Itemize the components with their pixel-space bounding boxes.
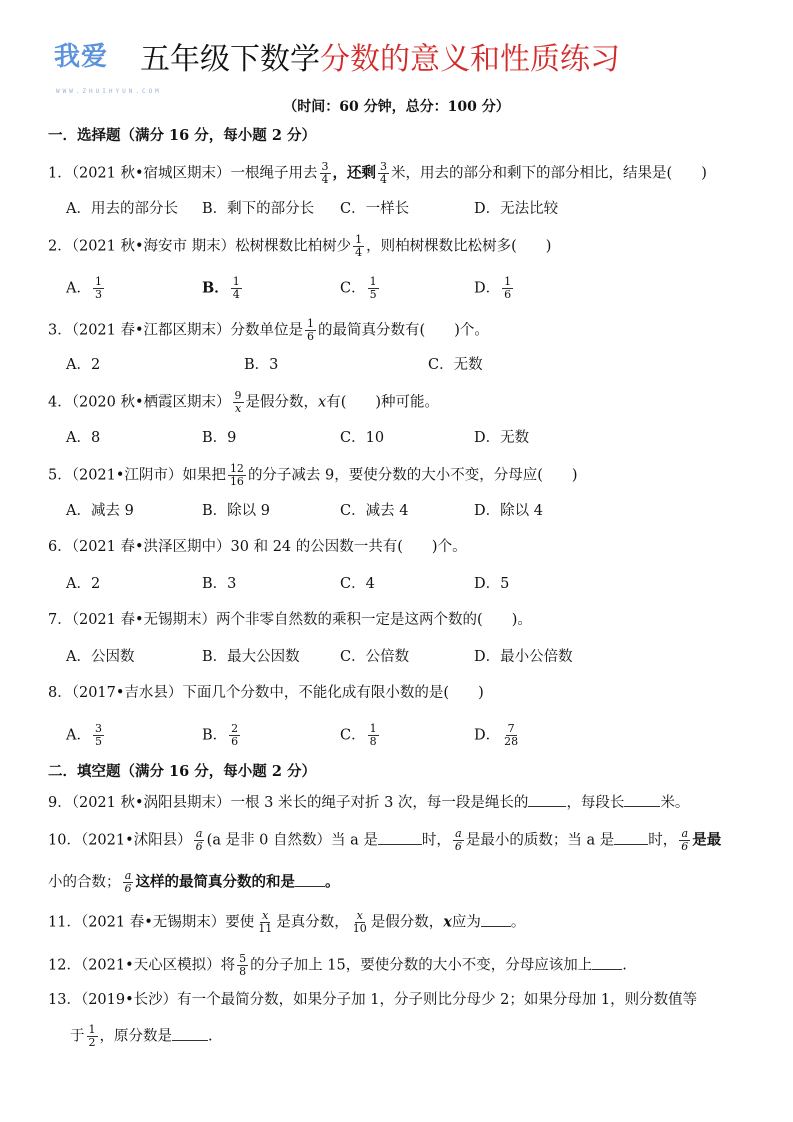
- q5-option-d: D．除以 4: [474, 503, 543, 519]
- q6-option-a: A．2: [66, 576, 101, 592]
- q1-option-c: C．一样长: [340, 201, 410, 217]
- section-heading-choice: 一．选择题（满分 16 分，每小题 2 分）: [48, 127, 316, 144]
- question-13-line-2: 于 $\frac{1}{2}$ ，原分数是 .: [70, 1023, 213, 1049]
- question-6: 6．（2021 春•洪泽区期中）30 和 24 的公因数一共有( )个。: [48, 539, 467, 555]
- q7-option-a: A．公因数: [66, 649, 135, 665]
- fraction: $\frac{1}{4}$: [355, 233, 363, 259]
- q3-option-b: B．3: [244, 357, 279, 373]
- q2-option-a: A． $\frac{1}{3}$: [66, 275, 102, 301]
- q6-option-c: C．4: [340, 576, 375, 592]
- question-11: 11．（2021 春•无锡期末）要使 $\frac{x}{11}$ 是真分数， $\frac{x}{10}$ 是假分数，x应为 。: [48, 909, 526, 935]
- answer-blank[interactable]: [295, 872, 325, 887]
- q7-option-d: D．最小公倍数: [474, 649, 573, 665]
- answer-blank[interactable]: [624, 792, 660, 807]
- q7-option-c: C．公倍数: [340, 649, 410, 665]
- fraction: $\frac{3}{4}$: [380, 160, 388, 186]
- watermark-logo: 我爱: [54, 42, 109, 72]
- fraction: $\frac{a}{6}$: [454, 827, 462, 853]
- fraction: $\frac{5}{8}$: [239, 952, 247, 978]
- q3-option-c: C．无数: [428, 357, 483, 373]
- q2-option-b: B． $\frac{1}{4}$: [202, 275, 240, 301]
- answer-blank[interactable]: [614, 830, 648, 845]
- question-13: 13．（2019•长沙）有一个最简分数，如果分子加 1，分子则比分母少 2；如果分母加 1，则分数值等: [48, 992, 698, 1008]
- q4-option-c: C．10: [340, 430, 385, 446]
- page-title: [140, 34, 620, 78]
- q5-option-c: C．减去 4: [340, 503, 409, 519]
- q5-option-a: A．减去 9: [66, 503, 134, 519]
- fraction: $\frac{1}{6}$: [307, 317, 315, 343]
- fraction: $\frac{a}{6}$: [681, 827, 689, 853]
- fraction: $\frac{3}{4}$: [321, 160, 329, 186]
- q6-option-d: D．5: [474, 576, 510, 592]
- fraction: $\frac{12}{16}$: [229, 462, 244, 488]
- q8-option-d: D． $\frac{7}{28}$: [474, 722, 519, 748]
- subtitle: （时间：60 分钟，总分：100 分）: [283, 99, 510, 115]
- q6-option-b: B．3: [202, 576, 237, 592]
- fraction: $\frac{x}{11}$: [258, 909, 273, 935]
- section-heading-fill: 二．填空题（满分 16 分，每小题 2 分）: [48, 763, 316, 780]
- q1-option-d: D．无法比较: [474, 201, 559, 217]
- title-black: 五年级下数学: [140, 42, 320, 77]
- q4-option-a: A．8: [66, 430, 101, 446]
- fraction: $\frac{1}{2}$: [88, 1023, 96, 1049]
- q4-option-d: D．无数: [474, 430, 530, 446]
- q2-option-c: C． $\frac{1}{5}$: [340, 275, 377, 301]
- question-9: 9．（2021 秋•涡阳县期末）一根 3 米长的绳子对折 3 次，每一段是绳长的 ，每段长 米。: [48, 792, 689, 813]
- question-3: 3．（2021 春•江都区期末）分数单位是 $\frac{1}{6}$ 的最简真分数有( )个。: [48, 317, 489, 343]
- title-red: 分数的意义和性质练习: [320, 42, 620, 77]
- question-4: 4．（2020 秋•栖霞区期末） $\frac{9}{x}$ 是假分数，x有( )种可能。: [48, 389, 440, 415]
- q7-option-b: B．最大公因数: [202, 649, 300, 665]
- question-5: 5．（2021•江阴市）如果把 $\frac{12}{16}$ 的分子减去 9，要使分数的大小不变，分母应( ): [48, 462, 578, 488]
- q8-option-b: B． $\frac{2}{6}$: [202, 722, 239, 748]
- watermark-url: WWW.ZHUIHYUN.COM: [56, 88, 162, 95]
- q5-option-b: B．除以 9: [202, 503, 270, 519]
- question-2: 2．（2021 秋•海安市 期末）松树棵数比柏树少 $\frac{1}{4}$ ，则柏树棵数比松树多( ): [48, 233, 552, 259]
- answer-blank[interactable]: [528, 792, 566, 807]
- question-10: 10．（2021•沭阳县） $\frac{a}{6}$ (a 是非 0 自然数）当 a 是 时， $\frac{a}{6}$ 是最小的质数；当 a 是 时， $\frac{a}{6}$ 是最: [48, 827, 722, 853]
- answer-blank[interactable]: [481, 912, 511, 927]
- q8-option-a: A． $\frac{3}{5}$: [66, 722, 102, 748]
- question-7: 7．（2021 春•无锡期末）两个非零自然数的乘积一定是这两个数的( )。: [48, 612, 532, 628]
- question-1: 1．（2021 秋•宿城区期末）一根绳子用去 $\frac{3}{4}$ ，还剩 $\frac{3}{4}$ 米，用去的部分和剩下的部分相比，结果是( ): [48, 160, 707, 186]
- q1-option-b: B．剩下的部分长: [202, 201, 315, 217]
- question-12: 12．（2021•天心区模拟）将 $\frac{5}{8}$ 的分子加上 15，要使分数的大小不变，分母应该加上 .: [48, 952, 627, 978]
- q1-option-a: A．用去的部分长: [66, 201, 178, 217]
- question-8: 8．（2017•吉水县）下面几个分数中，不能化成有限小数的是( ): [48, 685, 484, 701]
- fraction: $\frac{a}{6}$: [195, 827, 203, 853]
- q4-option-b: B．9: [202, 430, 237, 446]
- q8-option-c: C． $\frac{1}{8}$: [340, 722, 377, 748]
- question-10-line-2: 小的合数； $\frac{a}{6}$ 这样的最简真分数的和是 。: [48, 869, 340, 895]
- answer-blank[interactable]: [592, 955, 622, 970]
- fraction: $\frac{a}{6}$: [124, 869, 132, 895]
- answer-blank[interactable]: [172, 1026, 208, 1041]
- answer-blank[interactable]: [378, 830, 422, 845]
- fraction: $\frac{9}{x}$: [234, 389, 242, 415]
- q3-option-a: A．2: [66, 357, 101, 373]
- q2-option-d: D． $\frac{1}{6}$: [474, 275, 512, 301]
- fraction: $\frac{x}{10}$: [352, 909, 367, 935]
